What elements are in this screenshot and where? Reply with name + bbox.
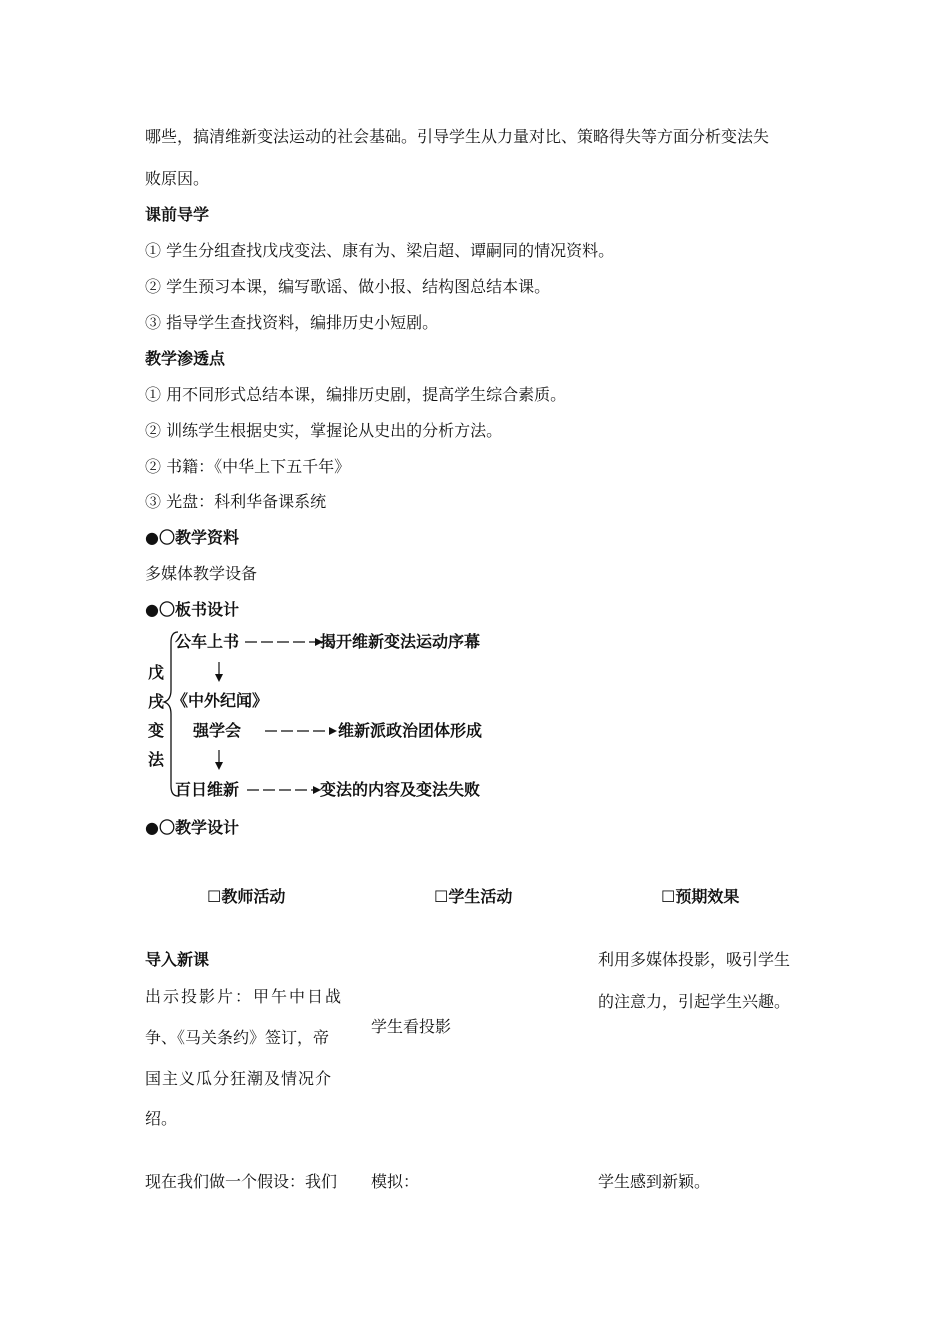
design-heading: 教学设计 <box>174 818 239 837</box>
intro-line-1: 哪些，搞清维新变法运动的社会基础。引导学生从力量对比、策略得失等方面分析变法失 <box>145 127 770 146</box>
teacher-line: 争、《马关条约》签订，帝 <box>145 1028 330 1047</box>
bullet-circle-icon: ●〇 <box>145 600 175 619</box>
materials-heading-row <box>145 528 239 548</box>
vertical-char: 变 <box>147 721 164 740</box>
intro-line-2: 败原因。 <box>145 169 210 188</box>
arrowhead-icon <box>215 762 223 770</box>
bullet-circle-icon: ●〇 <box>145 818 175 837</box>
teacher-row-title: 导入新课 <box>145 950 210 969</box>
arrowhead-icon <box>215 674 223 682</box>
penetration-item: ② 训练学生根据史实，掌握论从史出的分析方法。 <box>145 421 503 440</box>
table-header-effect: ☐预期效果 <box>661 887 740 906</box>
table-header-student: ☐学生活动 <box>434 887 513 906</box>
pre-class-heading: 课前导学 <box>145 205 210 224</box>
pre-class-item: ② 学生预习本课，编写歌谣、做小报、结构图总结本课。 <box>145 277 551 296</box>
board-result-3: 维新派政治团体形成 <box>338 721 483 740</box>
curly-brace <box>164 632 178 796</box>
vertical-char: 法 <box>147 750 164 769</box>
board-connectors <box>145 628 515 804</box>
materials-heading: 教学资料 <box>174 528 239 547</box>
board-node-2: 《中外纪闻》 <box>172 691 269 710</box>
teacher-line: 出示投影片：甲午中日战 <box>145 987 344 1006</box>
board-result-4: 变法的内容及变法失败 <box>320 780 481 799</box>
penetration-heading: 教学渗透点 <box>145 349 226 368</box>
pre-class-item: ① 学生分组查找戊戌变法、康有为、梁启超、谭嗣同的情况资料。 <box>145 241 615 260</box>
teacher-line: 现在我们做一个假设：我们 <box>145 1172 338 1191</box>
effect-line: 学生感到新颖。 <box>598 1172 711 1191</box>
board-diagram <box>145 628 515 804</box>
vertical-char: 戊 <box>147 663 164 682</box>
board-heading: 板书设计 <box>174 600 239 619</box>
penetration-item: ② 书籍：《中华上下五千年》 <box>145 457 351 476</box>
board-heading-row <box>145 600 239 620</box>
effect-line: 的注意力，引起学生兴趣。 <box>598 992 791 1011</box>
bullet-circle-icon: ●〇 <box>145 528 175 547</box>
design-heading-row <box>145 818 239 838</box>
board-node-4: 百日维新 <box>175 780 240 799</box>
materials-text: 多媒体教学设备 <box>145 564 258 583</box>
student-activity: 学生看投影 <box>371 1017 452 1036</box>
vertical-char: 戌 <box>147 692 164 711</box>
board-result-1: 揭开维新变法运动序幕 <box>320 632 481 651</box>
effect-line: 利用多媒体投影，吸引学生 <box>598 950 791 969</box>
penetration-item: ① 用不同形式总结本课，编排历史剧，提高学生综合素质。 <box>145 385 567 404</box>
teacher-line: 绍。 <box>145 1109 178 1128</box>
pre-class-item: ③ 指导学生查找资料，编排历史小短剧。 <box>145 313 439 332</box>
teacher-line: 国主义瓜分狂潮及情况介 <box>145 1069 333 1088</box>
penetration-item: ③ 光盘：科利华备课系统 <box>145 492 327 511</box>
student-activity: 模拟： <box>371 1172 420 1191</box>
board-node-3: 强学会 <box>193 721 242 740</box>
arrowhead-icon <box>329 727 337 735</box>
board-node-1: 公车上书 <box>175 632 240 651</box>
table-header-teacher: ☐教师活动 <box>207 887 286 906</box>
